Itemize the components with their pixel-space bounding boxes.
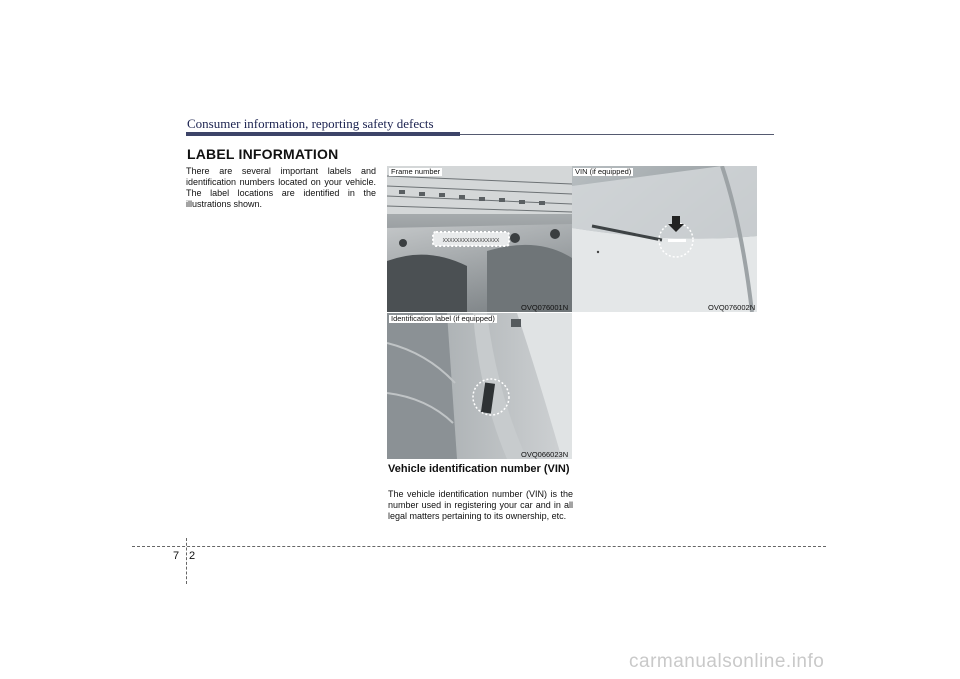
vin-heading: Vehicle identification number (VIN) (388, 463, 570, 475)
watermark-text: carmanualsonline.info (629, 651, 825, 672)
vin-body: The vehicle identification number (VIN) is the number used in registering your car and in all legal matters pertaining to its ownership, etc. (388, 489, 573, 521)
frame-number-plate-text: XXXXXXXXXXXXXXXXX (442, 238, 500, 244)
frame-number-caption: Frame number (391, 167, 441, 176)
vin-caption: VIN (if equipped) (575, 167, 632, 176)
chapter-number: 7 (173, 550, 180, 562)
page-number: 2 (189, 550, 196, 562)
intro-paragraph: There are several important labels and identification numbers located on your vehicle. The label locations are identified in the illustrations shown. (186, 166, 376, 209)
footer-rule (132, 546, 826, 547)
footer-divider (186, 538, 187, 584)
identification-label-caption: Identification label (if equipped) (391, 314, 495, 323)
header-rule-thick (186, 132, 460, 136)
vin-code: OVQ076002N (708, 303, 756, 312)
header-rule-thin (460, 134, 774, 135)
frame-number-photo (387, 166, 572, 312)
frame-number-code: OVQ076001N (521, 303, 569, 312)
vin-windshield-photo (572, 166, 757, 312)
section-title: LABEL INFORMATION (187, 146, 339, 162)
identification-label-code: OVQ066023N (521, 450, 569, 459)
identification-label-photo (387, 313, 572, 459)
chapter-header-title: Consumer information, reporting safety defects (187, 116, 434, 131)
